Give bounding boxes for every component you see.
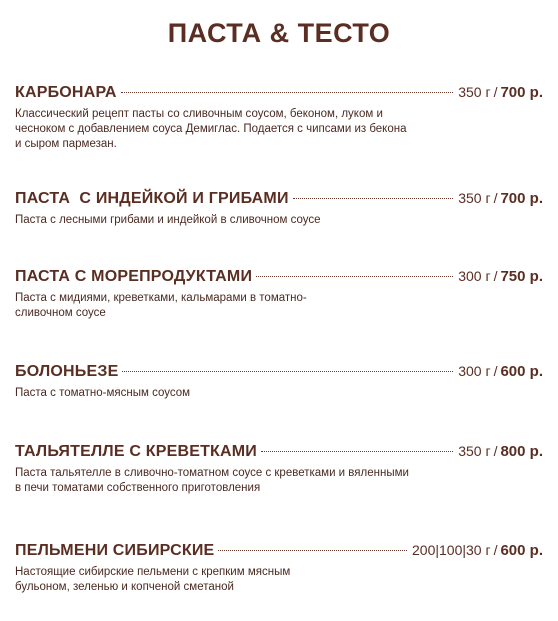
menu-item-description: Настоящие сибирские пельмени с крепким мясным бульоном, зеленью и копченой сметаной [15, 566, 291, 593]
menu-item-name: ПЕЛЬМЕНИ СИБИРСКИЕ [15, 542, 215, 559]
menu-item-description: Паста с томатно-мясным соусом [15, 387, 191, 399]
separator-slash: / [493, 443, 498, 459]
menu-item-price: 700 р. [500, 84, 543, 101]
menu-item-description: Паста с мидиями, креветками, кальмарами в томатно-сливочном соусе [15, 292, 307, 319]
menu-item-price: 750 р. [500, 268, 543, 285]
menu-item-tagliatelle-shrimp [15, 443, 543, 496]
menu-item-name: ПАСТА С ИНДЕЙКОЙ И ГРИБАМИ [15, 190, 289, 207]
menu-item-price: 800 р. [500, 443, 543, 460]
menu-item-header [15, 190, 543, 208]
menu-item-name: ТАЛЬЯТЕЛЛЕ С КРЕВЕТКАМИ [15, 443, 258, 460]
menu-item-description: Паста тальятелле в сливочно-томатном соусе с креветками и вяленными в печи томатами собственного приготовления [15, 467, 409, 494]
separator-slash: / [493, 363, 498, 379]
menu-item-header [15, 443, 543, 461]
menu-item-price: 700 р. [500, 190, 543, 207]
menu-item-weight: 200|100|30 г [412, 542, 491, 558]
menu-item-price: 600 р. [500, 542, 543, 559]
menu-item-weight: 350 г [458, 84, 491, 100]
menu-item-weight: 350 г [458, 190, 491, 206]
menu-item-price: 600 р. [500, 363, 543, 380]
menu-item-weight: 350 г [458, 443, 491, 459]
menu-item-header [15, 542, 543, 560]
dotted-leader [121, 92, 454, 93]
menu-item-turkey-mushroom-pasta [15, 190, 543, 228]
menu-item-carbonara [15, 84, 543, 152]
menu-item-name: ПАСТА С МОРЕПРОДУКТАМИ [15, 268, 253, 285]
menu-item-header [15, 268, 543, 286]
dotted-leader [261, 451, 453, 452]
menu-title: ПАСТА & ТЕСТО [167, 18, 391, 48]
separator-slash: / [493, 268, 498, 284]
dotted-leader [293, 198, 454, 199]
menu-item-description: Классический рецепт пасты со сливочным соусом, беконом, луком и чесноком с добавлением соуса Демиглас. Подается с чипсами из бекона и сыром пармезан. [15, 108, 407, 150]
menu-item-name: БОЛОНЬЕЗЕ [15, 363, 119, 380]
separator-slash: / [493, 542, 498, 558]
menu-item-weight: 300 г [458, 268, 491, 284]
menu-item-header [15, 84, 543, 102]
dotted-leader [256, 276, 453, 277]
dotted-leader [122, 371, 453, 372]
menu-item-weight: 300 г [458, 363, 491, 379]
menu-item-bolognese [15, 363, 543, 401]
separator-slash: / [493, 190, 498, 206]
separator-slash: / [493, 84, 498, 100]
menu-item-siberian-pelmeni [15, 542, 543, 595]
menu-item-header [15, 363, 543, 381]
menu-item-seafood-pasta [15, 268, 543, 321]
dotted-leader [218, 550, 407, 551]
menu-item-name: КАРБОНАРА [15, 84, 117, 101]
menu-item-description: Паста с лесными грибами и индейкой в сливочном соусе [15, 214, 321, 226]
